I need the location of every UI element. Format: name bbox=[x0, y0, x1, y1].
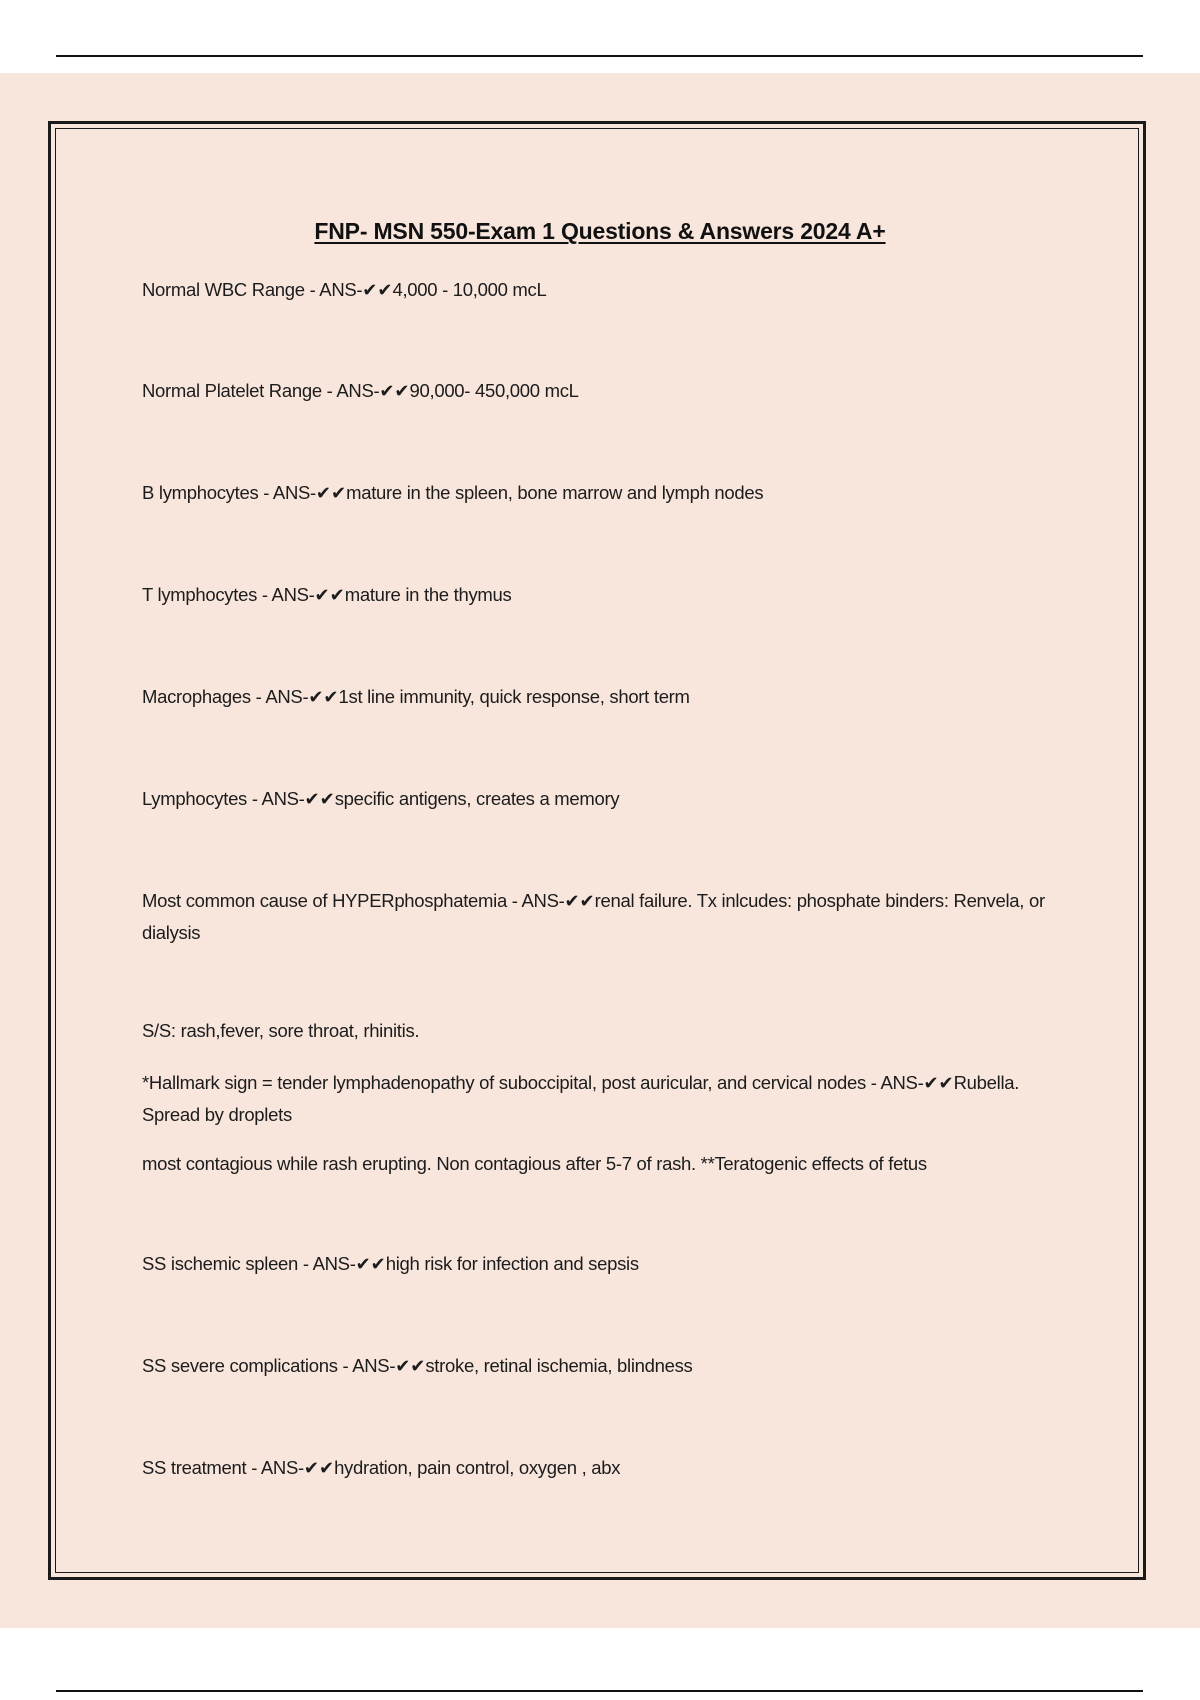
check-marks-icon: ✔✔ bbox=[314, 585, 345, 606]
qa-item bbox=[142, 1248, 1062, 1280]
check-marks-icon: ✔✔ bbox=[923, 1073, 954, 1094]
answer-text: Rubella. Spread by droplets bbox=[142, 1072, 1020, 1125]
question-text: Macrophages - bbox=[142, 686, 266, 707]
question-text: SS ischemic spleen - bbox=[142, 1253, 313, 1274]
question-text: S/S: rash,fever, sore throat, rhinitis. bbox=[142, 1020, 420, 1041]
header-rule bbox=[56, 55, 1143, 57]
question-text: T lymphocytes - bbox=[142, 584, 272, 605]
qa-item bbox=[142, 1067, 1062, 1130]
qa-item bbox=[142, 579, 1062, 611]
answer-marker: ANS- bbox=[521, 890, 565, 911]
answer-marker: ANS- bbox=[880, 1072, 924, 1093]
qa-item bbox=[142, 783, 1062, 815]
answer-marker: ANS- bbox=[319, 279, 363, 300]
answer-marker: ANS- bbox=[271, 584, 315, 605]
check-marks-icon: ✔✔ bbox=[303, 1458, 335, 1479]
answer-text: specific antigens, creates a memory bbox=[334, 788, 620, 809]
question-text: SS treatment - bbox=[142, 1457, 261, 1478]
check-marks-icon: ✔✔ bbox=[315, 483, 347, 504]
qa-item bbox=[142, 1015, 1062, 1046]
answer-text: mature in the thymus bbox=[344, 584, 512, 605]
qa-item bbox=[142, 1148, 1062, 1179]
answer-marker: ANS- bbox=[336, 380, 380, 401]
question-text: *Hallmark sign = tender lymphadenopathy of suboccipital, post auricular, and cervical nodes - bbox=[142, 1072, 881, 1093]
answer-marker: ANS- bbox=[312, 1253, 356, 1274]
answer-text: hydration, pain control, oxygen , abx bbox=[334, 1457, 621, 1478]
answer-marker: ANS- bbox=[260, 1457, 304, 1478]
qa-item bbox=[142, 477, 1062, 509]
answer-text: renal failure. Tx inlcudes: phosphate binders: Renvela, or dialysis bbox=[142, 890, 1045, 943]
check-marks-icon: ✔✔ bbox=[362, 280, 393, 301]
check-marks-icon: ✔✔ bbox=[308, 687, 339, 708]
qa-item bbox=[142, 375, 1062, 407]
check-marks-icon: ✔✔ bbox=[355, 1254, 386, 1275]
question-text: Lymphocytes - bbox=[142, 788, 262, 809]
footer-rule bbox=[56, 1690, 1143, 1692]
question-text: SS severe complications - bbox=[142, 1355, 353, 1376]
check-marks-icon: ✔✔ bbox=[395, 1356, 426, 1377]
answer-text: high risk for infection and sepsis bbox=[385, 1253, 639, 1274]
qa-item bbox=[142, 1350, 1062, 1382]
answer-marker: ANS- bbox=[265, 686, 309, 707]
question-text: Normal Platelet Range - bbox=[142, 380, 337, 401]
answer-marker: ANS- bbox=[352, 1355, 396, 1376]
answer-marker: ANS- bbox=[272, 482, 316, 503]
question-text: Most common cause of HYPERphosphatemia - bbox=[142, 890, 522, 911]
answer-text: 4,000 - 10,000 mcL bbox=[392, 279, 547, 300]
check-marks-icon: ✔✔ bbox=[304, 789, 335, 810]
answer-text: mature in the spleen, bone marrow and lymph nodes bbox=[346, 482, 764, 503]
question-text: Normal WBC Range - bbox=[142, 279, 320, 300]
answer-text: 1st line immunity, quick response, short term bbox=[338, 686, 690, 707]
answer-marker: ANS- bbox=[261, 788, 305, 809]
qa-item bbox=[142, 274, 1062, 306]
question-text: B lymphocytes - bbox=[142, 482, 273, 503]
qa-item bbox=[142, 1452, 1062, 1484]
qa-item bbox=[142, 681, 1062, 713]
answer-text: stroke, retinal ischemia, blindness bbox=[425, 1355, 693, 1376]
answer-text: 90,000- 450,000 mcL bbox=[409, 380, 579, 401]
check-marks-icon: ✔✔ bbox=[379, 381, 410, 402]
question-text: most contagious while rash erupting. Non contagious after 5-7 of rash. **Teratogenic effects of fetus bbox=[142, 1153, 927, 1174]
qa-item bbox=[142, 885, 1062, 948]
check-marks-icon: ✔✔ bbox=[564, 891, 595, 912]
document-title: FNP- MSN 550-Exam 1 Questions & Answers 2024 A+ bbox=[314, 218, 886, 244]
